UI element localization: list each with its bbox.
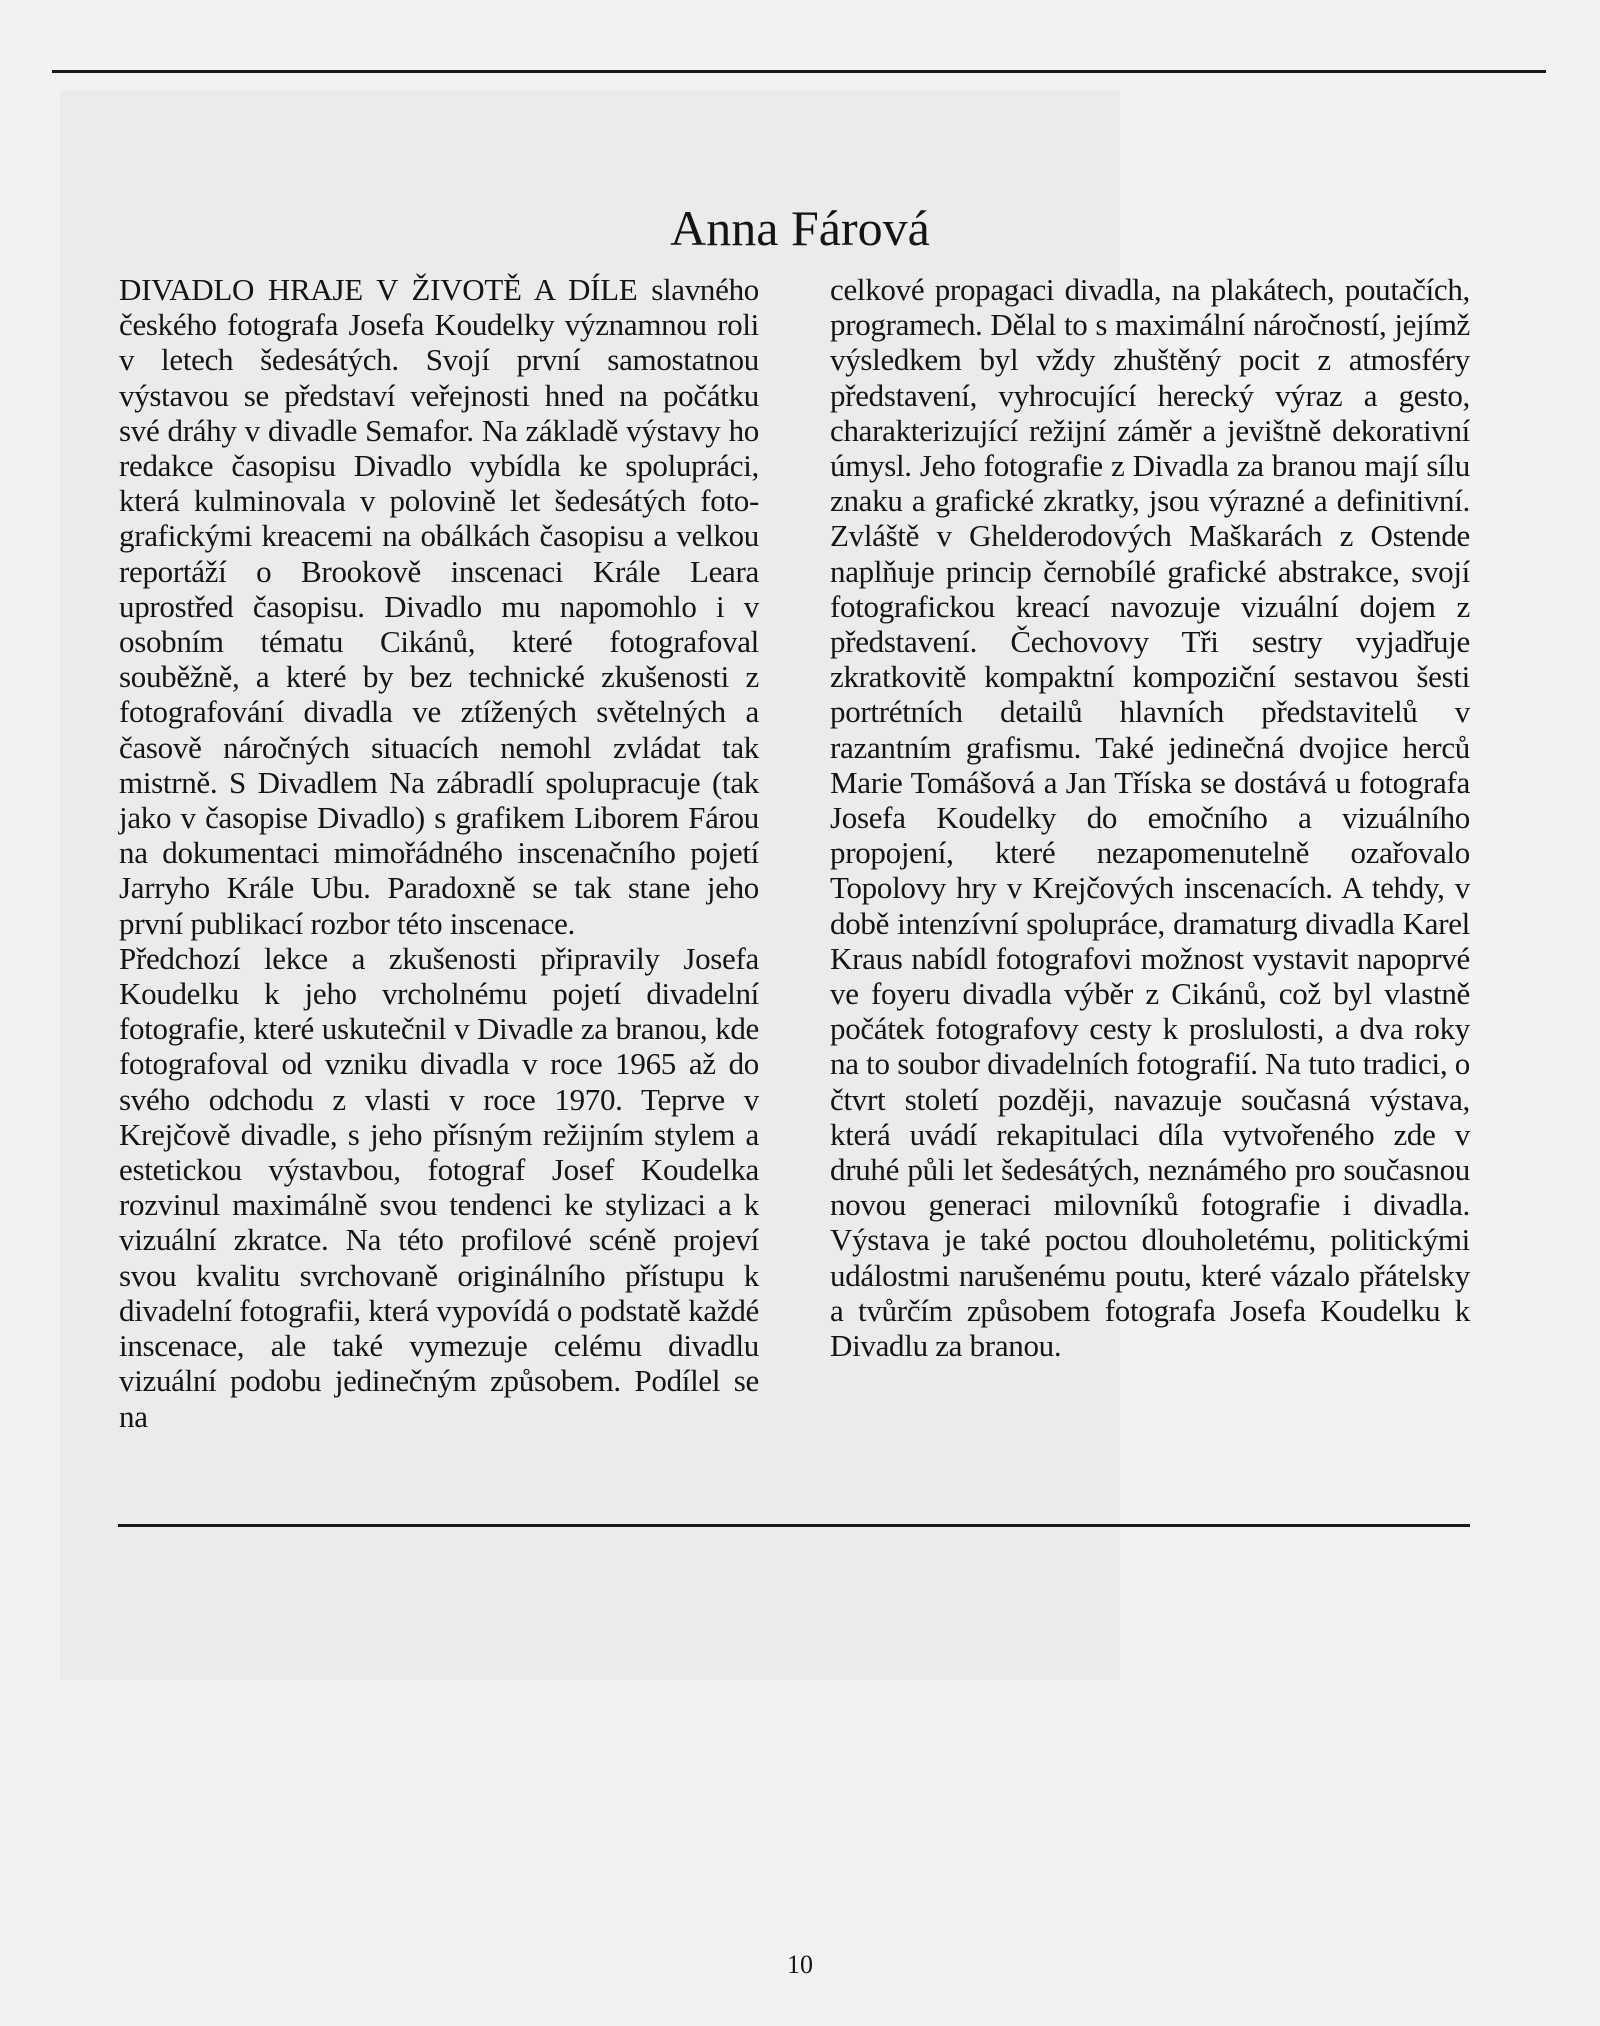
left-column	[119, 272, 759, 1434]
author-name: Anna Fárová	[670, 200, 930, 256]
paragraph-lessons: Předchozí lekce a zkušenosti připravily Josefa Koudelku k jeho vrcholnému pojetí divadelní fotografie, které uskutečnil v Divadle za branou, kde fotografoval od vzniku divadla v roce 1965 až do svého odchodu z vlasti v roce 1970. Teprve v Krejčově divadle, s jeho přísným režijním stylem a estetickou výstavbou, fotograf Josef Koudelka rozvinul maximálně svou tendenci ke stylizaci a k vizuální zkratce. Na této profilové scéně projeví svou kvalitu svrchovaně originálního přístupu k divadelní fotografii, která vypovídá o podstatě každé inscenace, ale také vymezuje celému divadlu vizuální podobu jedinečným způsobem. Podílel se na	[119, 940, 759, 1434]
paragraph-intro: DIVADLO HRAJE V ŽIVOTĚ A DÍLE slavného českého fotografa Josefa Koudelky významnou roli v letech šedesátých. Svojí první samostatnou výstavou se představí veřejnosti hned na počátku své dráhy v divadle Semafor. Na základě výstavy ho redakce časopisu Divadlo vybídla ke spolupráci, která kulminovala v polovině let šedesátých foto-grafickými kreacemi na obálkách časopisu a velkou reportáží o Brookově inscenaci Krále Leara uprostřed časopisu. Divadlo mu napomohlo i v osobním tématu Cikánů, které fotografoval souběžně, a které by bez technické zkušenosti z fotografování divadla ve ztížených světelných a časově náročných situacích nemohl zvládat tak mistrně. S Divadlem Na zábradlí spolupracuje (tak jako v časopise Divadlo) s grafikem Liborem Fárou na dokumentaci mimořádného inscenačního pojetí Jarryho Krále Ubu. Paradoxně se tak stane jeho první publikací rozbor této inscenace.	[119, 272, 759, 941]
page-number: 10	[787, 1950, 813, 1979]
paragraph-continuation: celkové propagaci divadla, na plakátech, poutačích, programech. Dělal to s maximální náročností, jejímž výsledkem byl vždy zhuštěný pocit z atmosféry představení, vyhrocující herecký výraz a gesto, charakterizující režijní záměr a jevištně dekorativní úmysl. Jeho fotografie z Divadla za branou mají sílu znaku a grafické zkratky, jsou výrazné a definitivní. Zvláště v Ghelderodových Maškarách z Ostende naplňuje princip černobílé grafické abstrakce, svojí fotografickou kreací navozuje vizuální dojem z představení. Čechovovy Tři sestry vyjadřuje zkratkovitě kompaktní kompoziční sestavou šesti portrétních detailů hlavních představitelů v razantním grafismu. Také jedinečná dvojice herců Marie Tomášová a Jan Tříska se dostává u fotografa Josefa Koudelky do emočního a vizuálního propojení, které nezapomenutelně ozařovalo Topolovy hry v Krejčových inscenacích. A tehdy, v době intenzívní spolupráce, dramaturg divadla Karel Kraus nabídl fotografovi možnost vystavit napoprvé ve foyeru divadla výběr z Cikánů, což byl vlastně počátek fotografovy cesty k proslulosti, a dva roky na to soubor divadelních fotografií. Na tuto tradici, o čtvrt století později, navazuje současná výstava, která uvádí rekapitulaci díla vytvořeného zde v druhé půli let šedesátých, neznámého pro současnou novou generaci milovníků fotografie i divadla. Výstava je také poctou dlouholetému, politickými událostmi narušenému poutu, které vázalo přátelsky a tvůrčím způsobem fotografa Josefa Koudelku k Divadlu za branou.	[830, 272, 1470, 1364]
bottom-rule	[118, 1524, 1470, 1527]
top-rule	[52, 70, 1546, 73]
right-column	[830, 272, 1470, 1363]
